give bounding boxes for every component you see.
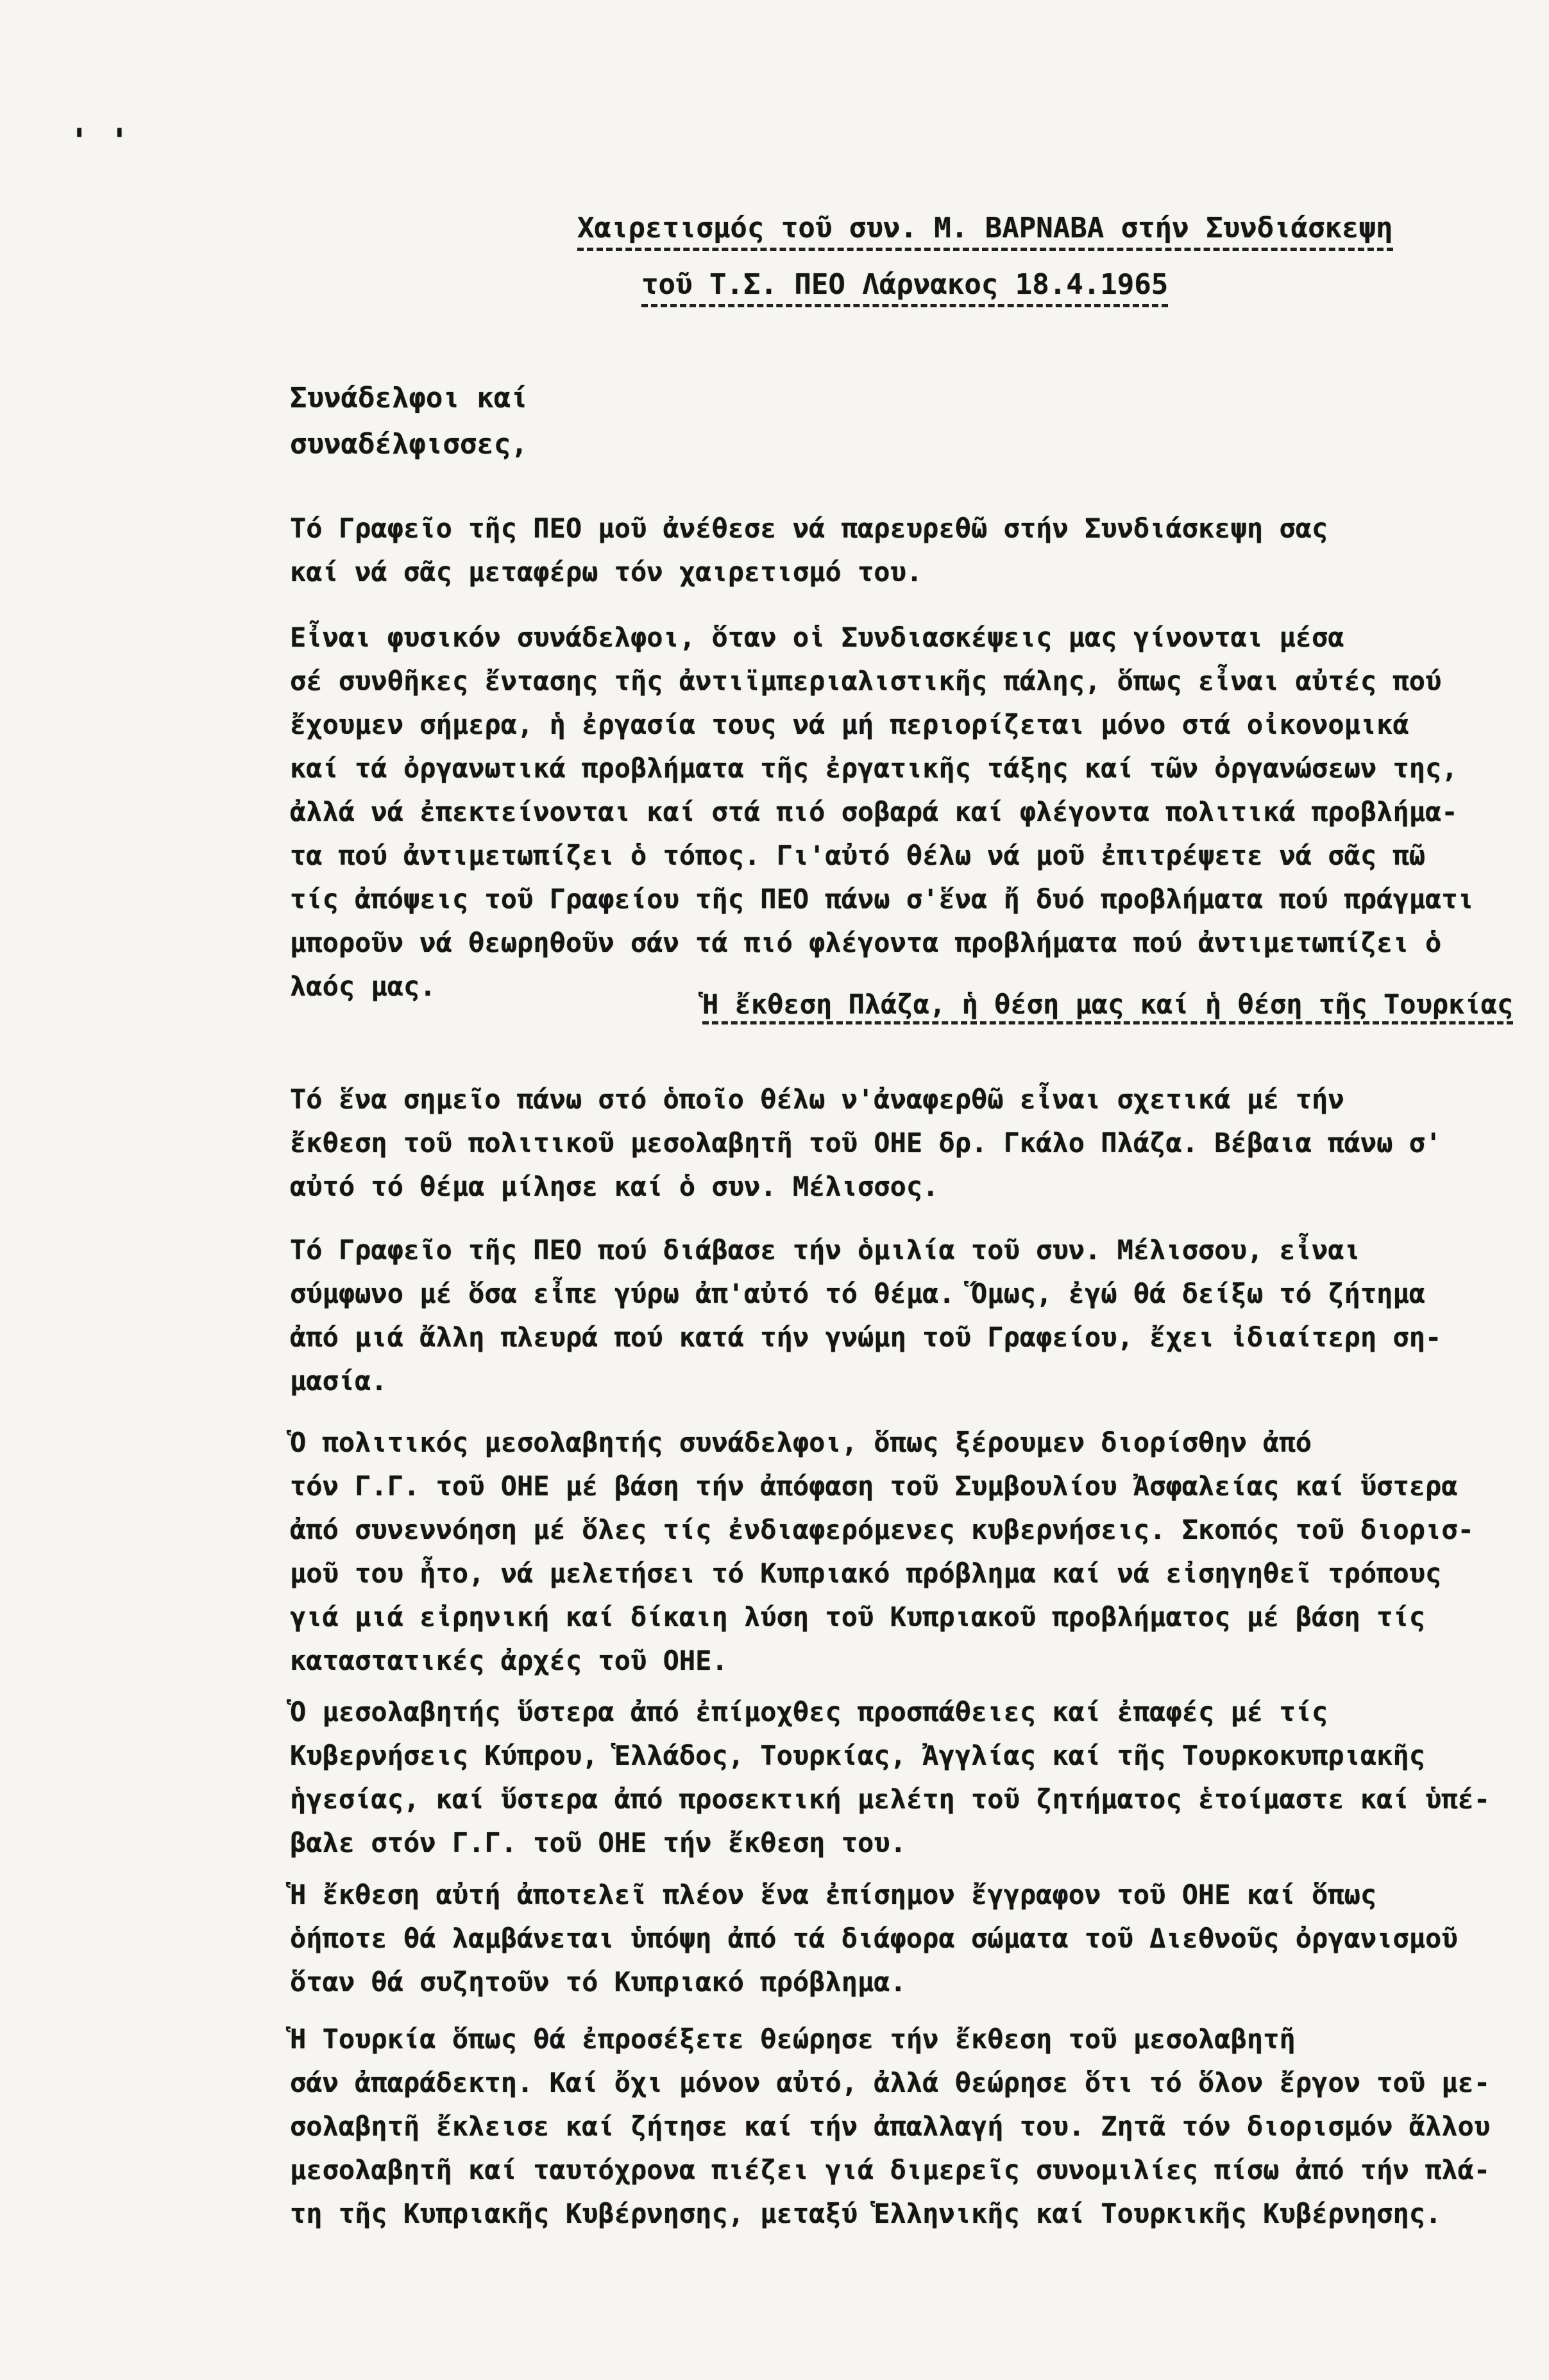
- paragraph-1: Τό Γραφεῖο τῆς ΠΕΟ μοῦ ἀνέθεσε νά παρευρεθῶ στήν Συνδιάσκεψη σας καί νά σᾶς μεταφέρω τόν χαιρετισμό του.: [290, 513, 1328, 588]
- corner-mark: ' ': [69, 122, 130, 160]
- paragraph-8: Ἡ Τουρκία ὅπως θά ἐπροσέξετε θεώρησε τήν ἔκθεση τοῦ μεσολαβητῆ σάν ἀπαράδεκτη. Καί ὄχι μόνον αὐτό, ἀλλά θεώρησε ὅτι τό ὅλον ἔργον τοῦ με- σολαβητῆ ἔκλεισε καί ζήτησε καί τήν ἀπαλλαγή του. Ζητᾶ τόν διορισμόν ἄλλου μεσολαβητῆ καί ταυτόχρονα πιέζει γιά διμερεῖς συνομιλίες πίσω ἀπό τήν πλά- τη τῆς Κυπριακῆς Κυβέρνησης, μεταξύ Ἑλληνικῆς καί Τουρκικῆς Κυβέρνησης.: [290, 2023, 1491, 2229]
- paragraph-5: Ὁ πολιτικός μεσολαβητής συνάδελφοι, ὅπως ξέρουμεν διορίσθην ἀπό τόν Γ.Γ. τοῦ ΟΗΕ μέ βάση τήν ἀπόφαση τοῦ Συμβουλίου Ἀσφαλείας καί ὕστερα ἀπό συνεννόηση μέ ὅλες τίς ἐνδιαφερόμενες κυβερνήσεις. Σκοπός τοῦ διορισ- μοῦ του ἦτο, νά μελετήσει τό Κυπριακό πρόβλημα καί νά εἰσηγηθεῖ τρόπους γιά μιά εἰρηνική καί δίκαιη λύση τοῦ Κυπριακοῦ προβλήματος μέ βάση τίς καταστατικές ἀρχές τοῦ ΟΗΕ.: [290, 1427, 1474, 1676]
- paragraph-3: Τό ἕνα σημεῖο πάνω στό ὁποῖο θέλω ν'ἀναφερθῶ εἶναι σχετικά μέ τήν ἔκθεση τοῦ πολιτικοῦ μεσολαβητῆ τοῦ ΟΗΕ δρ. Γκάλο Πλάζα. Βέβαια πάνω σ' αὐτό τό θέμα μίλησε καί ὁ συν. Μέλισσος.: [290, 1084, 1442, 1202]
- paragraph-2: Εἶναι φυσικόν συνάδελφοι, ὅταν οἱ Συνδιασκέψεις μας γίνονται μέσα σέ συνθῆκες ἔντασης τῆς ἀντιϊμπεριαλιστικῆς πάλης, ὅπως εἶναι αὐτές πού ἔχουμεν σήμερα, ἡ ἐργασία τους νά μή περιορίζεται μόνο στά οἰκονομικά καί τά ὀργανωτικά προβλήματα τῆς ἐργατικῆς τάξης καί τῶν ὀργανώσεων της, ἀλλά νά ἐπεκτείνονται καί στά πιό σοβαρά καί φλέγοντα πολιτικά προβλήμα- τα πού ἀντιμετωπίζει ὁ τόπος. Γι'αὐτό θέλω νά μοῦ ἐπιτρέψετε νά σᾶς πῶ τίς ἀπόψεις τοῦ Γραφείου τῆς ΠΕΟ πάνω σ'ἕνα ἤ δυό προβλήματα πού πράγματι μποροῦν νά θεωρηθοῦν σάν τά πιό φλέγοντα προβλήματα πού ἀντιμετωπίζει ὁ λαός μας.: [290, 622, 1474, 1002]
- document-title: Χαιρετισμός τοῦ συν. Μ. ΒΑΡΝΑΒΑ στήν Συνδιάσκεψη: [577, 212, 1393, 251]
- salutation: Συνάδελφοι καί συναδέλφισσες,: [290, 382, 528, 461]
- document-subtitle: τοῦ Τ.Σ. ΠΕΟ Λάρνακος 18.4.1965: [641, 268, 1168, 307]
- section-heading: Ἡ ἔκθεση Πλάζα, ἡ θέση μας καί ἡ θέση τῆς Τουρκίας: [702, 988, 1513, 1024]
- paragraph-4: Τό Γραφεῖο τῆς ΠΕΟ πού διάβασε τήν ὁμιλία τοῦ συν. Μέλισσου, εἶναι σύμφωνο μέ ὅσα εἶπε γύρω ἀπ'αὐτό τό θέμα. Ὅμως, ἐγώ θά δείξω τό ζήτημα ἀπό μιά ἄλλη πλευρά πού κατά τήν γνώμη τοῦ Γραφείου, ἔχει ἰδιαίτερη ση- μασία.: [290, 1234, 1442, 1397]
- paragraph-7: Ἡ ἔκθεση αὐτή ἀποτελεῖ πλέον ἕνα ἐπίσημον ἔγγραφον τοῦ ΟΗΕ καί ὅπως ὁήποτε θά λαμβάνεται ὑπόψη ἀπό τά διάφορα σώματα τοῦ Διεθνοῦς ὀργανισμοῦ ὅταν θά συζητοῦν τό Κυπριακό πρόβλημα.: [290, 1879, 1458, 1998]
- paragraph-6: Ὁ μεσολαβητής ὕστερα ἀπό ἐπίμοχθες προσπάθειες καί ἐπαφές μέ τίς Κυβερνήσεις Κύπρου, Ἑλλάδος, Τουρκίας, Ἀγγλίας καί τῆς Τουρκοκυπριακῆς ἡγεσίας, καί ὕστερα ἀπό προσεκτική μελέτη τοῦ ζητήματος ἑτοίμαστε καί ὑπέ- βαλε στόν Γ.Γ. τοῦ ΟΗΕ τήν ἔκθεση του.: [290, 1696, 1491, 1858]
